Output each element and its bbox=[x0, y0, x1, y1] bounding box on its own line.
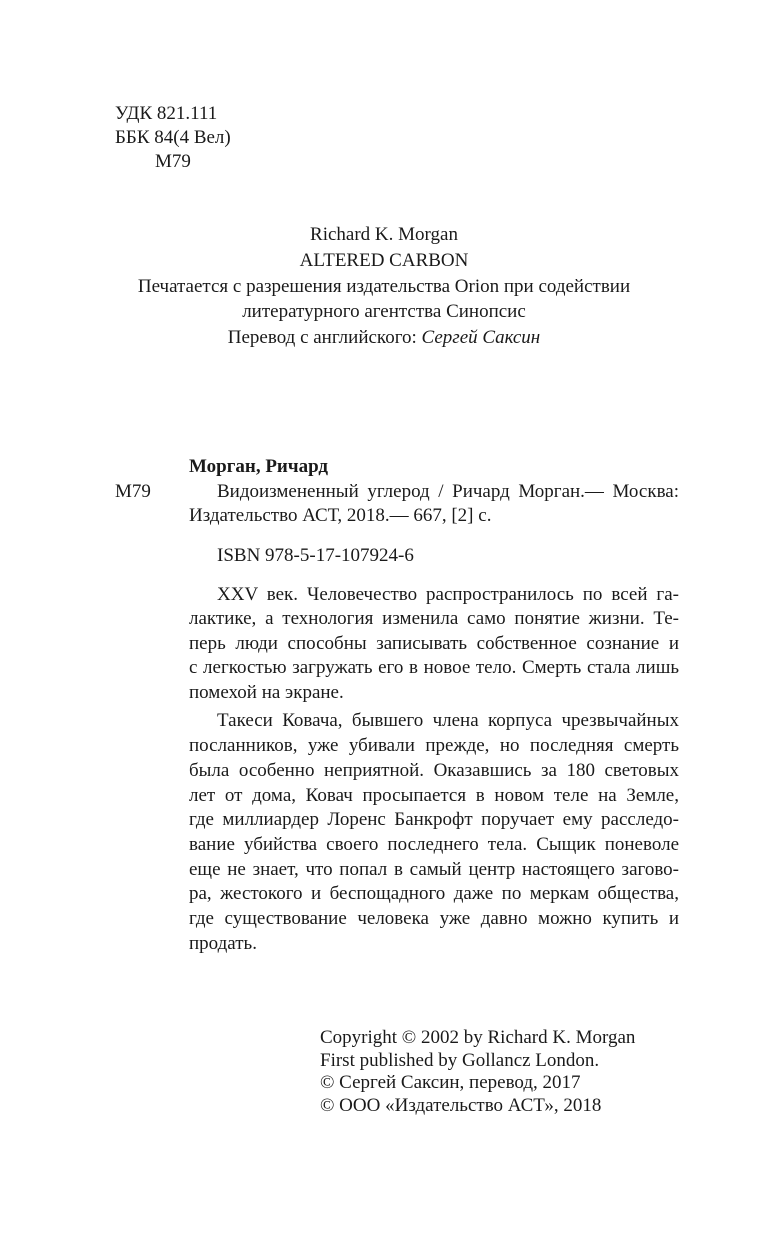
permission-line-2: литературного агентства Синопсис bbox=[242, 301, 526, 322]
annotation-p2-line-7: еще не знает, что попал в самый центр настоящего загово- bbox=[189, 859, 679, 880]
translation-credit bbox=[0, 327, 768, 349]
catalog-author-text: Морган, Ричард bbox=[189, 456, 329, 477]
annotation-p2-line-2: посланников, уже убивали прежде, но последняя смерть bbox=[189, 735, 679, 756]
isbn: ISBN 978-5-17-107924-6 bbox=[217, 545, 414, 566]
original-author: Richard K. Morgan bbox=[310, 224, 458, 245]
annotation-p1-line-5: помехой на экране. bbox=[189, 682, 344, 703]
catalog-entry-line-1: Видоизмененный углерод / Ричард Морган.— Москва: bbox=[217, 481, 679, 502]
annotation-p1-line-2: лактике, а технология изменила само понятие жизни. Те- bbox=[189, 608, 679, 629]
annotation-p1-line-3: перь люди способны записывать собственное сознание и bbox=[189, 633, 679, 654]
copyright-original: Copyright © 2002 by Richard K. Morgan bbox=[320, 1027, 636, 1048]
author-mark: М79 bbox=[155, 151, 191, 172]
permission-line-1: Печатается с разрешения издательства Orion при содействии bbox=[137, 276, 631, 297]
bbk-code: ББК 84(4 Вел) bbox=[115, 127, 231, 148]
annotation-p1-line-1: XXV век. Человечество распространилось по всей га- bbox=[217, 584, 679, 605]
catalog-author-heading bbox=[189, 456, 328, 478]
annotation-p2-line-10: продать. bbox=[189, 933, 257, 954]
original-title: ALTERED CARBON bbox=[299, 250, 469, 271]
annotation-p2-line-4: лет от дома, Ковач просыпается в новом теле на Земле, bbox=[189, 785, 679, 806]
copyright-translation: © Сергей Саксин, перевод, 2017 bbox=[320, 1072, 581, 1093]
annotation-p1-line-4: с легкостью загружать его в новое тело. Смерть стала лишь bbox=[189, 657, 679, 678]
first-published: First published by Gollancz London. bbox=[320, 1050, 600, 1071]
catalog-entry-line-2: Издательство АСТ, 2018.— 667, [2] с. bbox=[189, 505, 492, 526]
catalog-code: М79 bbox=[115, 481, 151, 502]
annotation-p2-line-3: была особенно неприятной. Оказавшись за 180 световых bbox=[189, 760, 679, 781]
annotation-p2-line-8: ра, жестокого и беспощадного даже по меркам общества, bbox=[189, 883, 679, 904]
translation-label: Перевод с английского: bbox=[227, 327, 417, 348]
annotation-p2-line-1: Такеси Ковача, бывшего члена корпуса чрезвычайных bbox=[217, 710, 679, 731]
annotation-p2-line-5: где миллиардер Лоренс Банкрофт поручает ему расследо- bbox=[189, 809, 679, 830]
udk-code: УДК 821.111 bbox=[115, 103, 218, 124]
annotation-p2-line-9: где существование человека уже давно можно купить и bbox=[189, 908, 679, 929]
annotation-p2-line-6: вание убийства своего последнего тела. Сыщик поневоле bbox=[189, 834, 679, 855]
copyright-publisher: © ООО «Издательство АСТ», 2018 bbox=[320, 1095, 602, 1116]
translator-name: Сергей Саксин bbox=[421, 327, 541, 348]
